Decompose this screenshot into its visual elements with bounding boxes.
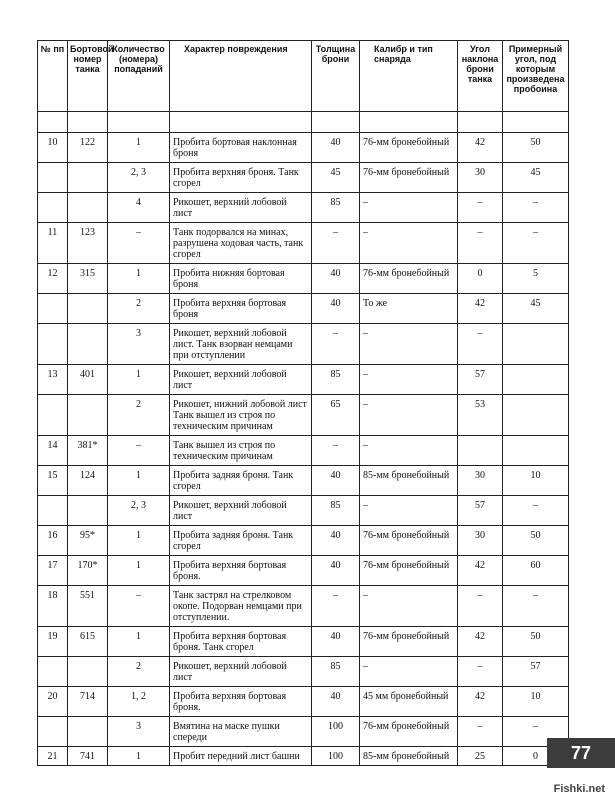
cell-angle: 50 <box>503 133 569 163</box>
header-hits: Количество (номера) попаданий <box>108 41 170 112</box>
cell-angle: 10 <box>503 687 569 717</box>
cell-armor: 45 <box>312 163 360 193</box>
cell-angle: 5 <box>503 264 569 294</box>
cell-hits: 3 <box>108 717 170 747</box>
cell-hits: 2, 3 <box>108 496 170 526</box>
header-shell: Калибр и тип снаряда <box>360 41 458 112</box>
table-row <box>38 627 569 657</box>
cell-hits: 2 <box>108 657 170 687</box>
table-row <box>38 717 569 747</box>
cell-tank-number: 170* <box>68 556 108 586</box>
table-row <box>38 193 569 223</box>
cell-shell: – <box>360 324 458 365</box>
cell-row-number: 11 <box>38 223 68 264</box>
cell-shell: – <box>360 436 458 466</box>
cell-row-number <box>38 324 68 365</box>
cell-armor: 40 <box>312 526 360 556</box>
cell-hits: 1 <box>108 365 170 395</box>
cell-tank-number <box>68 395 108 436</box>
cell-tank-number <box>68 657 108 687</box>
cell-angle <box>503 395 569 436</box>
table-row <box>38 294 569 324</box>
cell-shell: 85-мм бронебойный <box>360 747 458 766</box>
cell-angle: – <box>503 496 569 526</box>
cell-armor: 100 <box>312 747 360 766</box>
cell-slope: 57 <box>458 365 503 395</box>
cell-hits: 1 <box>108 264 170 294</box>
cell-slope: 30 <box>458 466 503 496</box>
cell-tank-number: 124 <box>68 466 108 496</box>
cell-tank-number: 401 <box>68 365 108 395</box>
cell-angle <box>503 436 569 466</box>
cell-slope: – <box>458 657 503 687</box>
cell-damage: Пробита верхняя бортовая броня. <box>170 556 312 586</box>
cell-hits: 1, 2 <box>108 687 170 717</box>
cell-shell: 76-мм бронебойный <box>360 627 458 657</box>
cell-damage: Пробита верхняя бортовая броня <box>170 294 312 324</box>
cell-tank-number <box>68 163 108 193</box>
cell-tank-number: 95* <box>68 526 108 556</box>
cell-angle: 57 <box>503 657 569 687</box>
cell-armor: 100 <box>312 717 360 747</box>
cell-shell: 76-мм бронебойный <box>360 163 458 193</box>
cell-slope: – <box>458 193 503 223</box>
cell-armor: – <box>312 324 360 365</box>
cell-shell: 76-мм бронебойный <box>360 717 458 747</box>
cell-row-number: 21 <box>38 747 68 766</box>
cell-row-number <box>38 163 68 193</box>
cell-angle: 50 <box>503 627 569 657</box>
header-angle: Примерный угол, под которым произведена пробоина <box>503 41 569 112</box>
cell-angle: 0 <box>503 747 569 766</box>
cell-tank-number: 615 <box>68 627 108 657</box>
cell-shell: – <box>360 365 458 395</box>
cell-slope: 57 <box>458 496 503 526</box>
header-slope: Угол наклона брони танка <box>458 41 503 112</box>
blank-row <box>38 112 569 133</box>
cell-damage: Пробита бортовая наклонная броня <box>170 133 312 163</box>
cell-slope: 42 <box>458 133 503 163</box>
cell-damage: Рикошет, нижний лобовой лист Танк вышел из строя по техническим причинам <box>170 395 312 436</box>
cell-armor: 85 <box>312 365 360 395</box>
cell-damage: Танк подорвался на минах, разрушена ходовая часть, танк сгорел <box>170 223 312 264</box>
watermark: Fishki.net <box>553 783 605 795</box>
table-row <box>38 466 569 496</box>
table-row <box>38 133 569 163</box>
table-row <box>38 324 569 365</box>
cell-armor: 85 <box>312 496 360 526</box>
cell-damage: Пробит передний лист башни <box>170 747 312 766</box>
cell-armor: 85 <box>312 657 360 687</box>
cell-damage: Рикошет, верхний лобовой лист <box>170 193 312 223</box>
table-row <box>38 264 569 294</box>
cell-tank-number <box>68 294 108 324</box>
cell-shell: – <box>360 223 458 264</box>
table-row <box>38 556 569 586</box>
table-row <box>38 747 569 766</box>
cell-slope: – <box>458 223 503 264</box>
table-row <box>38 687 569 717</box>
cell-hits: 1 <box>108 747 170 766</box>
cell-slope: – <box>458 717 503 747</box>
table-row <box>38 436 569 466</box>
cell-damage: Рикошет, верхний лобовой лист <box>170 365 312 395</box>
cell-hits: 1 <box>108 133 170 163</box>
cell-angle: 60 <box>503 556 569 586</box>
cell-tank-number <box>68 193 108 223</box>
cell-slope: 0 <box>458 264 503 294</box>
cell-row-number: 20 <box>38 687 68 717</box>
cell-row-number: 19 <box>38 627 68 657</box>
cell-slope: 42 <box>458 627 503 657</box>
cell-armor: – <box>312 586 360 627</box>
cell-shell: – <box>360 657 458 687</box>
cell-shell: 76-мм бронебойный <box>360 133 458 163</box>
cell-shell: – <box>360 586 458 627</box>
cell-angle <box>503 365 569 395</box>
cell-slope: – <box>458 586 503 627</box>
table-row <box>38 365 569 395</box>
cell-angle: – <box>503 193 569 223</box>
cell-slope: 30 <box>458 163 503 193</box>
cell-row-number: 18 <box>38 586 68 627</box>
cell-slope <box>458 436 503 466</box>
cell-row-number <box>38 657 68 687</box>
cell-row-number: 14 <box>38 436 68 466</box>
table-row <box>38 657 569 687</box>
cell-row-number: 12 <box>38 264 68 294</box>
cell-tank-number: 741 <box>68 747 108 766</box>
cell-angle <box>503 324 569 365</box>
cell-shell: 45 мм бронебойный <box>360 687 458 717</box>
cell-angle: 45 <box>503 294 569 324</box>
cell-row-number: 13 <box>38 365 68 395</box>
cell-tank-number: 551 <box>68 586 108 627</box>
table-row <box>38 496 569 526</box>
cell-hits: – <box>108 436 170 466</box>
cell-row-number <box>38 294 68 324</box>
cell-shell: – <box>360 193 458 223</box>
cell-tank-number: 714 <box>68 687 108 717</box>
cell-damage: Пробита нижняя бортовая броня <box>170 264 312 294</box>
cell-damage: Пробита верхняя бортовая броня. Танк сгорел <box>170 627 312 657</box>
cell-shell: 85-мм бронебойный <box>360 466 458 496</box>
cell-slope: 25 <box>458 747 503 766</box>
cell-damage: Пробита верхняя броня. Танк сгорел <box>170 163 312 193</box>
cell-slope: – <box>458 324 503 365</box>
cell-tank-number: 123 <box>68 223 108 264</box>
cell-tank-number <box>68 324 108 365</box>
cell-angle: 10 <box>503 466 569 496</box>
cell-row-number <box>38 717 68 747</box>
cell-shell: – <box>360 395 458 436</box>
cell-slope: 42 <box>458 556 503 586</box>
cell-damage: Рикошет, верхний лобовой лист <box>170 496 312 526</box>
header-tank-number: Бортовой номер танка <box>68 41 108 112</box>
cell-hits: 1 <box>108 627 170 657</box>
cell-hits: 1 <box>108 556 170 586</box>
cell-tank-number: 315 <box>68 264 108 294</box>
cell-damage: Рикошет, верхний лобовой лист. Танк взорван немцами при отступлении <box>170 324 312 365</box>
cell-shell: 76-мм бронебойный <box>360 264 458 294</box>
cell-row-number: 17 <box>38 556 68 586</box>
header-damage: Характер повреждения <box>170 41 312 112</box>
cell-row-number: 15 <box>38 466 68 496</box>
cell-hits: 4 <box>108 193 170 223</box>
cell-angle: – <box>503 586 569 627</box>
cell-armor: 40 <box>312 264 360 294</box>
cell-tank-number <box>68 496 108 526</box>
table-row <box>38 586 569 627</box>
cell-slope: 30 <box>458 526 503 556</box>
cell-armor: 40 <box>312 466 360 496</box>
cell-shell: 76-мм бронебойный <box>360 556 458 586</box>
cell-hits: – <box>108 586 170 627</box>
header-armor: Толщина брони <box>312 41 360 112</box>
cell-angle: 50 <box>503 526 569 556</box>
cell-armor: 40 <box>312 294 360 324</box>
table-row <box>38 223 569 264</box>
cell-hits: 1 <box>108 466 170 496</box>
cell-slope: 53 <box>458 395 503 436</box>
cell-damage: Пробита верхняя бортовая броня. <box>170 687 312 717</box>
table-row <box>38 395 569 436</box>
cell-row-number: 16 <box>38 526 68 556</box>
table-row <box>38 163 569 193</box>
cell-damage: Рикошет, верхний лобовой лист <box>170 657 312 687</box>
cell-shell: То же <box>360 294 458 324</box>
cell-tank-number: 122 <box>68 133 108 163</box>
cell-damage: Пробита задняя броня. Танк сгорел <box>170 526 312 556</box>
cell-armor: – <box>312 223 360 264</box>
cell-armor: – <box>312 436 360 466</box>
cell-angle: – <box>503 223 569 264</box>
cell-hits: 1 <box>108 526 170 556</box>
cell-damage: Танк застрял на стрелковом окопе. Подорван немцами при отступлении. <box>170 586 312 627</box>
cell-tank-number: 381* <box>68 436 108 466</box>
page-number: 77 <box>547 738 615 768</box>
cell-row-number <box>38 193 68 223</box>
cell-damage: Пробита задняя броня. Танк сгорел <box>170 466 312 496</box>
cell-angle: – <box>503 717 569 747</box>
cell-slope: 42 <box>458 687 503 717</box>
cell-hits: 2, 3 <box>108 163 170 193</box>
cell-hits: 2 <box>108 294 170 324</box>
header-num: № пп <box>38 41 68 112</box>
cell-tank-number <box>68 717 108 747</box>
table-row <box>38 526 569 556</box>
cell-armor: 85 <box>312 193 360 223</box>
cell-hits: 3 <box>108 324 170 365</box>
cell-angle: 45 <box>503 163 569 193</box>
cell-hits: – <box>108 223 170 264</box>
cell-armor: 65 <box>312 395 360 436</box>
cell-shell: – <box>360 496 458 526</box>
cell-armor: 40 <box>312 556 360 586</box>
cell-hits: 2 <box>108 395 170 436</box>
cell-shell: 76-мм бронебойный <box>360 526 458 556</box>
cell-row-number <box>38 496 68 526</box>
table-header <box>38 41 569 112</box>
cell-damage: Вмятина на маске пушки спереди <box>170 717 312 747</box>
damage-table <box>37 40 569 766</box>
cell-armor: 40 <box>312 687 360 717</box>
cell-armor: 40 <box>312 627 360 657</box>
cell-row-number <box>38 395 68 436</box>
cell-slope: 42 <box>458 294 503 324</box>
cell-row-number: 10 <box>38 133 68 163</box>
cell-damage: Танк вышел из строя по техническим причинам <box>170 436 312 466</box>
table-body <box>38 112 569 766</box>
cell-armor: 40 <box>312 133 360 163</box>
